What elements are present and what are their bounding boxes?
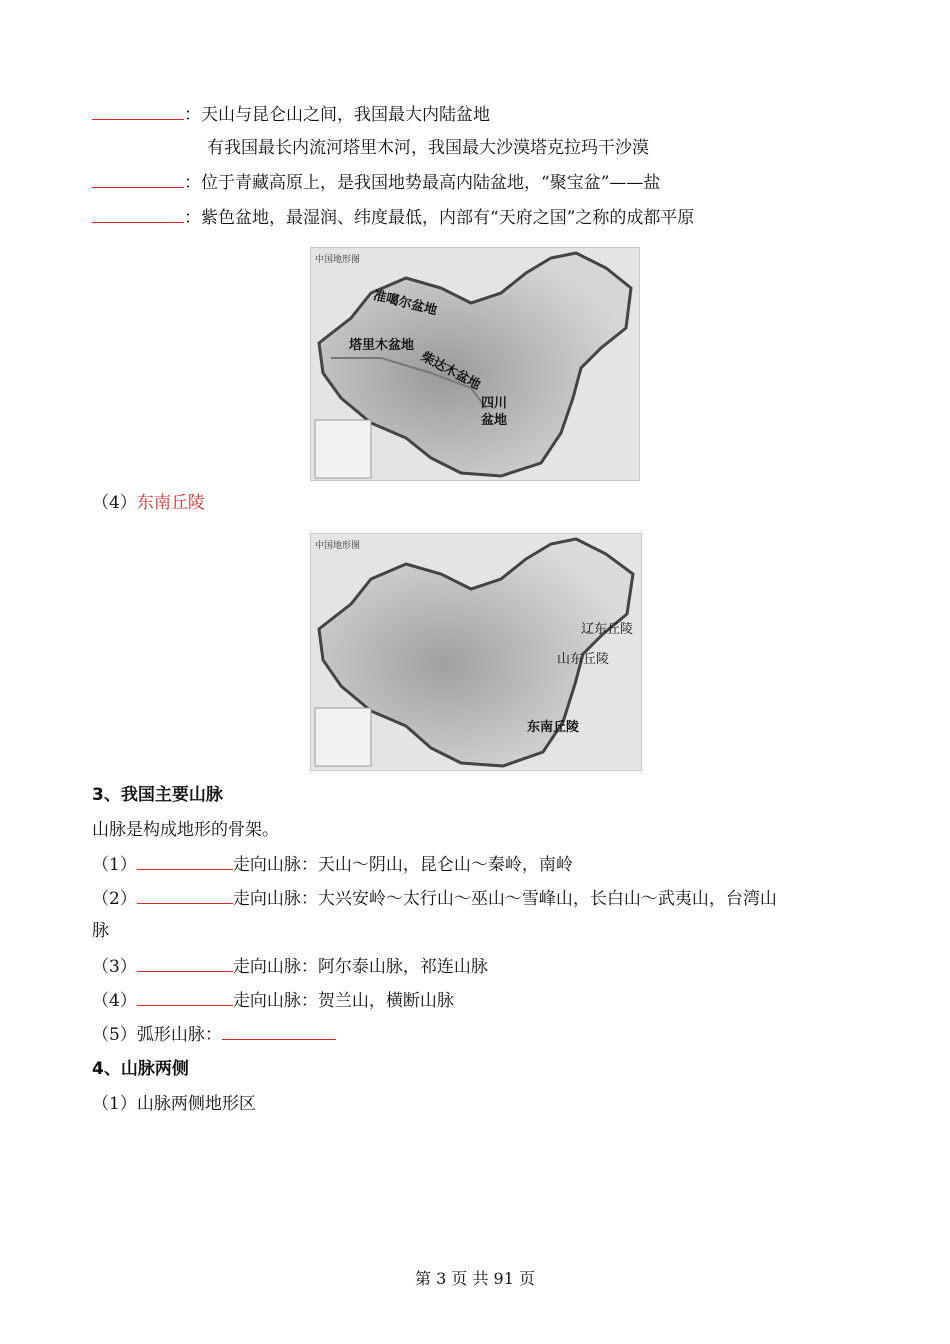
section4-heading: 4、山脉两侧 bbox=[92, 1059, 189, 1079]
label-qaidam-basin: 柴达木盆地 bbox=[418, 349, 483, 394]
map-title: 中国地形图 bbox=[315, 255, 361, 265]
answer-blank[interactable] bbox=[92, 101, 184, 120]
mountain-item-2-cont: 脉 bbox=[92, 921, 109, 941]
answer-blank[interactable] bbox=[92, 169, 184, 188]
china-outline-graphic bbox=[311, 248, 639, 480]
label-liaodong-hills: 辽东丘陵 bbox=[581, 622, 634, 637]
mountain-item-3: （3） 走向山脉：阿尔泰山脉，祁连山脉 bbox=[92, 953, 488, 979]
label-tarim-basin: 塔里木盆地 bbox=[349, 338, 415, 353]
mountain-item-1: （1） 走向山脉：天山～阴山，昆仑山～秦岭，南岭 bbox=[92, 851, 573, 877]
map-title: 中国地形图 bbox=[315, 541, 361, 551]
mountain-item-4: （4） 走向山脉：贺兰山，横断山脉 bbox=[92, 987, 454, 1013]
basin-line-1: ：天山与昆仑山之间，我国最大内陆盆地 bbox=[92, 101, 490, 127]
basin-line-3: ：位于青藏高原上，是我国地势最高内陆盆地，“聚宝盆”——盐 bbox=[92, 169, 660, 195]
hills-answer: 东南丘陵 bbox=[136, 493, 205, 513]
section3-heading: 3、我国主要山脉 bbox=[92, 785, 223, 805]
answer-blank[interactable] bbox=[92, 204, 184, 223]
basin-line-4: ：紫色盆地，最湿润、纬度最低，内部有“天府之国”之称的成都平原 bbox=[92, 204, 694, 230]
hills-item: （4）东南丘陵 bbox=[92, 493, 205, 513]
section4-item-1: （1）山脉两侧地形区 bbox=[92, 1094, 256, 1114]
label-sichuan: 四川 bbox=[481, 396, 508, 411]
label-junggar-basin: 准噶尔盆地 bbox=[371, 288, 439, 319]
label-basin: 盆地 bbox=[481, 413, 508, 428]
mountain-item-5: （5）弧形山脉： bbox=[92, 1021, 336, 1047]
china-hills-map bbox=[310, 533, 642, 771]
answer-blank[interactable] bbox=[137, 851, 233, 870]
label-southeast-hills: 东南丘陵 bbox=[527, 720, 580, 735]
answer-blank[interactable] bbox=[222, 1021, 336, 1040]
china-basins-map bbox=[310, 247, 640, 481]
answer-blank[interactable] bbox=[137, 885, 233, 904]
basin-line-2: 有我国最长内流河塔里木河，我国最大沙漠塔克拉玛干沙漠 bbox=[207, 138, 649, 158]
page-footer: 第 3 页 共 91 页 bbox=[415, 1269, 535, 1288]
answer-blank[interactable] bbox=[137, 987, 233, 1006]
answer-blank[interactable] bbox=[137, 953, 233, 972]
label-shandong-hills: 山东丘陵 bbox=[557, 652, 610, 667]
mountain-item-2: （2） 走向山脉：大兴安岭～太行山～巫山～雪峰山，长白山～武夷山，台湾山 bbox=[92, 885, 777, 911]
section3-intro: 山脉是构成地形的骨架。 bbox=[92, 820, 279, 840]
